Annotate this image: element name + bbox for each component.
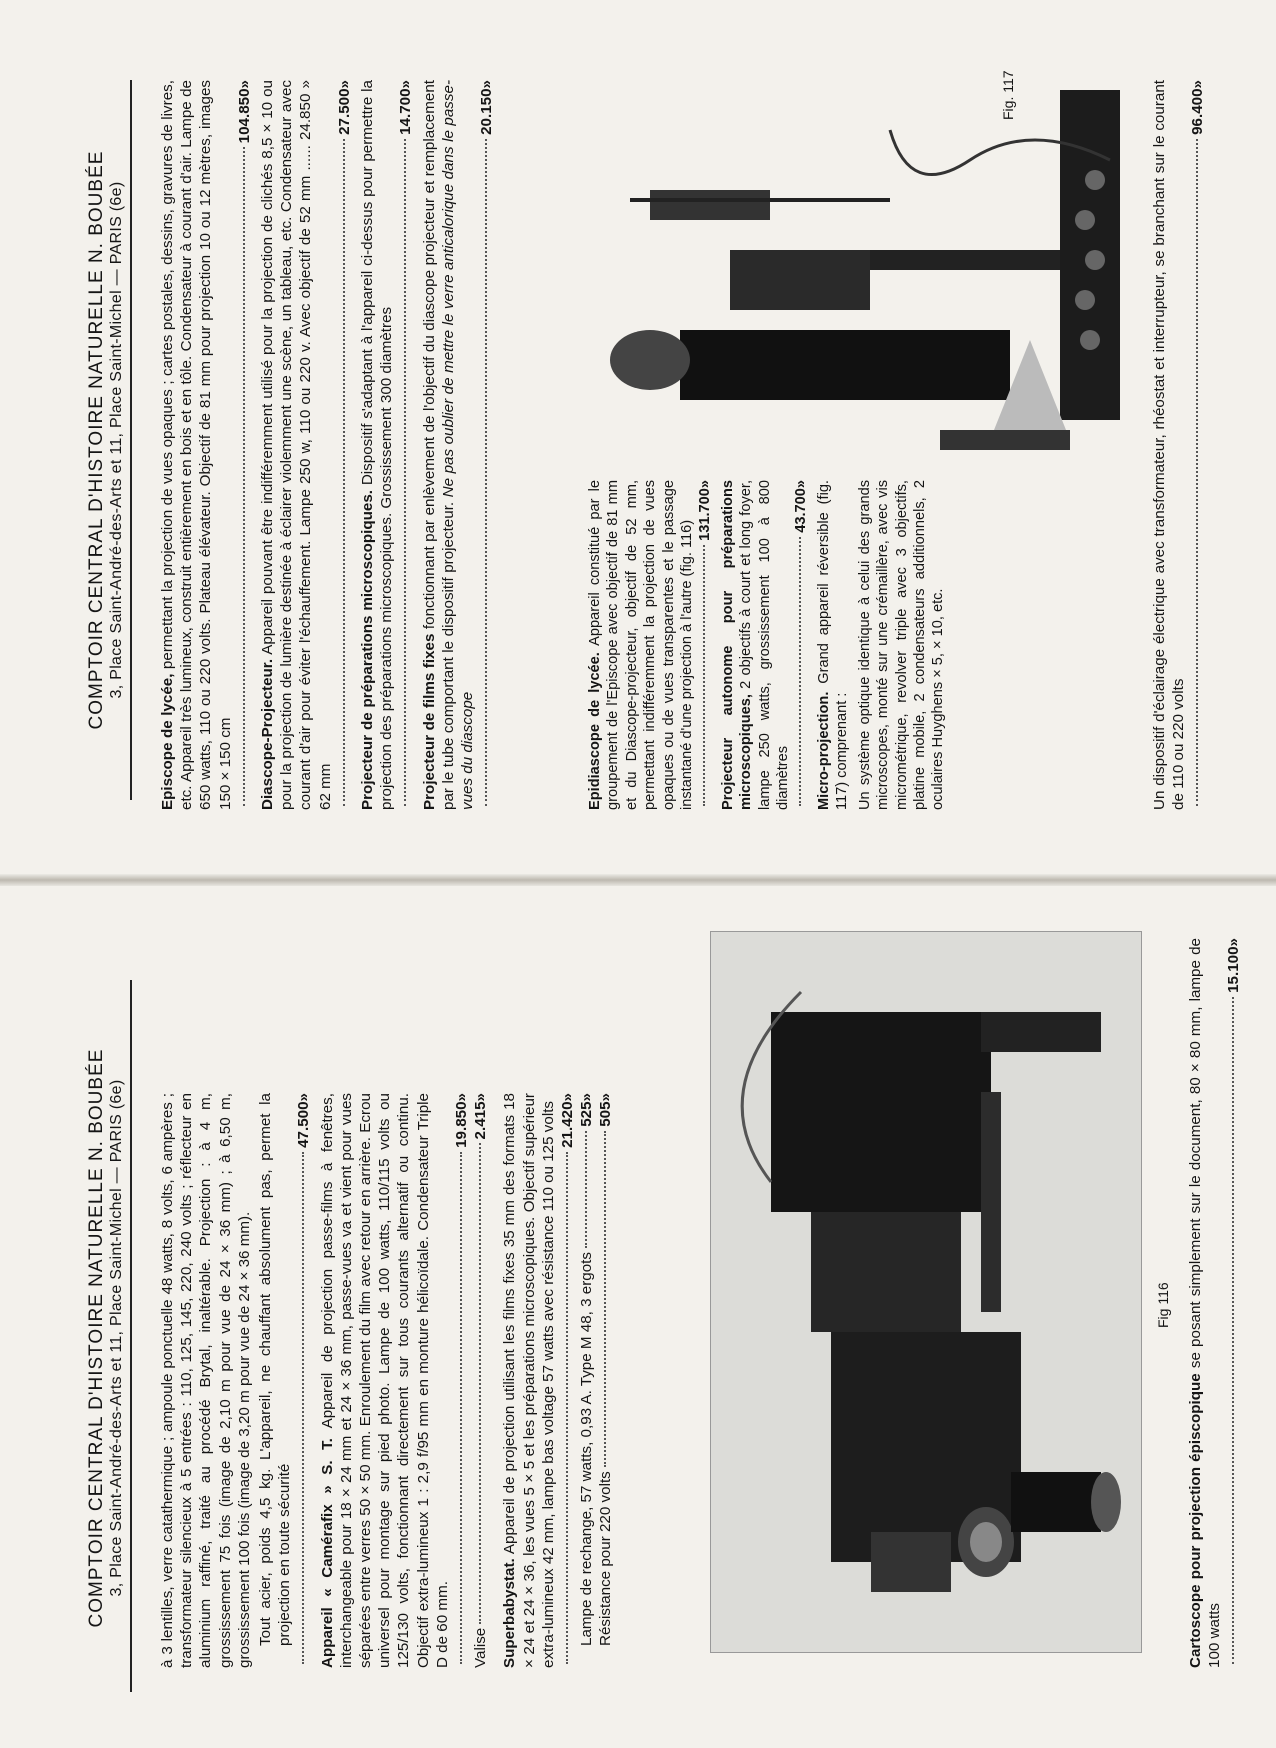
fig-117-caption: Fig. 117 [1000, 70, 1016, 120]
superbabystat-price: 21.420 [559, 1101, 577, 1148]
left-header-rule [130, 980, 132, 1692]
right-narrow-column [586, 480, 950, 810]
autonome-text: 2 objectifs à court et long foyer, lampe 250 watts, grossissement 100 à 800 diamètres [738, 479, 792, 810]
camerafix-price: 19.850 [453, 1101, 471, 1148]
cartoscope-column [1186, 938, 1248, 1668]
intro-paragraph: à 3 lentilles, verre catathermique ; ampoule ponctuelle 48 watts, 8 volts, 6 ampères ; transformateur silencieux à 5 entrées : 110, 125, 145, 220, 240 volts ; réflecteur en aluminium raffiné, traité au procédé Brytal, inaltérable. Projection : à 4 m, grossissement 75 fois (image de 2,10 m pour vue de 24 × 36 mm) ; à 6,50 m, grossissement 100 fois (image de 3,20 m pour vue de 24 × 36 mm). [159, 1093, 253, 1668]
cartoscope1-text: se posant simplement sur le document, 80 × 80 mm, lampe de 100 watts [1187, 938, 1224, 1668]
epidiascope-photo-icon [711, 932, 1141, 1652]
fig-117-drawing [590, 40, 1150, 460]
microproj-title: Micro-projection. [815, 691, 832, 810]
episcope-entry: Episcope de lycée, permettant la projection de vues opaques ; cartes postales, dessins, gravures de livres, etc. Appareil très lumineux, construit entièrement en bois et en tôle. Condensateur à courant d'air. Lampe de 650 watts, 110 ou 220 volts. Plateau élévateur. Objectif de 81 mm pour projection 10 ou 12 mètres, images 150 × 150 cm 104.850 » [159, 80, 253, 810]
resistance-label: Résistance pour 220 volts [597, 1471, 615, 1646]
episcope-price: 104.850 [235, 88, 253, 144]
eclairage-price: 96.400 [1189, 88, 1207, 135]
cartoscope1-entry: Cartoscope pour projection épiscopique se posant simplement sur le document, 80 × 80 mm, lampe de 100 watts 15.100 » [1187, 938, 1243, 1668]
acier-text: Tout acier, poids 4,5 kg. L'appareil, ne chauffant absolument pas, permet la projection en toute sécurité [257, 1093, 294, 1646]
right-header-rule [130, 80, 132, 800]
micro-prep-text: Dispositif s'adaptant à l'appareil ci-dessus pour permettre la projection des préparations microscopiques. Grossissement 300 diamètres [359, 80, 396, 810]
episcope-title: Episcope de lycée, [159, 673, 176, 810]
camerafix-title: Appareil « Camérafix » S. T. [318, 1438, 336, 1668]
autonome-entry: Projecteur autonome pour préparations microscopiques, 2 objectifs à court et long foyer, lampe 250 watts, grossissement 100 à 800 diamètres 43.700 » [719, 479, 810, 810]
right-text-column-bottom [1150, 80, 1212, 810]
micro-prep-price: 14.700 [397, 88, 415, 135]
epidiascope-text: Appareil constitué par le groupement de l'Episcope avec objectif de 81 mm et du Diascope-projecteur, objectif de 52 mm, permettant indifféremment la projection de vues opaques ou de vues transparentes et le passage instantané d'une projection à l'autre (fig. 116) [587, 480, 696, 810]
eclairage-entry: Un dispositif d'éclairage électrique avec transformateur, rhéostat et interrupteur, se branchant sur le courant de 110 ou 220 volts 96.400 » [1151, 80, 1207, 810]
superbabystat-entry: Superbabystat. Appareil de projection utilisant les films fixes 35 mm des formats 18 × 24 et 24 × 36, les vues 5 × 5 et les préparations microscopiques. Objectif supérieur extra-lumineux 42 mm, lampe bas voltage 57 watts avec résistance 110 ou 125 volts 21.420 » Lampe de rechange, 57 watts, 0,93 A. Type M 48, 3 ergots 525 » Résistance pour 220 volts 505 » [501, 1093, 615, 1668]
right-text-column-top [158, 80, 500, 810]
diascope-entry: Diascope-Projecteur. Appareil pouvant être indifféremment utilisé pour la projection de clichés 8,5 × 10 ou pour la projection de lumière destinée à éclairer violemment une scène, un tableau, etc. Condensateur avec courant d'air pour éviter l'échauffement. Lampe 250 w, 110 ou 220 v. Avec objectif de 52 mm ...... 24.850 » 62 mm 27.500 » [259, 80, 353, 810]
films-note: Ne pas oublier de mettre le verre anticalorique dans le passe-vues du diascope [439, 80, 477, 810]
epidiascope-price: 131.700 [697, 488, 714, 541]
epidiascope-entry: Epidiascope de lycée. Appareil constitué par le groupement de l'Episcope avec objectif de 81 mm et du Diascope-projecteur, objectif de 52 mm, permettant indifféremment la projection de vues opaques ou de vues transparentes et le passage instantané d'une projection à l'autre (fig. 116) 131.700 » [587, 480, 714, 810]
microproj-text: Grand appareil réversible (fig. 117) comprenant : [815, 480, 851, 810]
microproj-entry [815, 480, 852, 810]
films-entry: Projecteur de films fixes fonctionnant par enlèvement de l'objectif du diascope projecteur et remplacement par le tube comportant le dispositif projecteur. Ne pas oublier de mettre le verre anticalorique dans le passe-vues du diascope 20.150 » [420, 80, 496, 810]
eclairage-text: Un dispositif d'éclairage électrique avec transformateur, rhéostat et interrupteur, se branchant sur le courant de 110 ou 220 volts [1151, 80, 1188, 810]
superbabystat-title: Superbabystat. [501, 1558, 519, 1668]
acier-price: 47.500 [295, 1101, 313, 1148]
left-page [0, 880, 1276, 1748]
lampe-price: 525 [578, 1101, 596, 1127]
autonome-price: 43.700 [793, 488, 810, 533]
leader-dots [302, 1152, 304, 1664]
camerafix-entry: Appareil « Camérafix » S. T. Appareil de projection passe-films à fenêtres, interchangeable pour 18 × 24 mm et 24 × 36 mm, passe-vues va et vient pour vues séparées entre verres 50 × 50 mm. Enroulement du film avec retour en arrière. Ecrou universel pour montage sur pied photo. Lampe de 100 watts, 110/115 volts ou 125/130 volts, fonctionnant directement sur tous courants alternatif ou continu. Objectif extra-lumineux 1 : 2,9 f/95 mm en monture hélicoïdale. Condensateur Triple D de 60 mm. 19.850 » Valise 2.415 » [318, 1093, 490, 1668]
microprojection-apparatus-icon [590, 40, 1150, 460]
systeme-text: Un système optique identique à celui des grands microscopes, monté sur une crémaillère, avec vis micrométrique, revolver triple avec 3 objectifs, platine mobile, 2 condensateurs additionnels, 2 oculaires Huyghens × 5, × 10, etc. [856, 480, 947, 810]
micro-prep-entry: Projecteur de préparations microscopiques. Dispositif s'adaptant à l'appareil ci-dessus pour permettre la projection des préparations microscopiques. Grossissement 300 diamètres 14.700 » [359, 80, 415, 810]
acier-entry: Tout acier, poids 4,5 kg. L'appareil, ne chauffant absolument pas, permet la projection en toute sécurité 47.500 » [256, 1093, 314, 1668]
valise-price: 2.415 [472, 1101, 490, 1140]
camerafix-text: Appareil de projection passe-films à fenêtres, interchangeable pour 18 × 24 mm et 24 × 36 mm, passe-vues va et vient pour vues séparées entre verres 50 × 50 mm. Enroulement du film avec retour en arrière. Ecrou universel pour montage sur pied photo. Lampe de 100 watts, 110/115 volts ou 125/130 volts, fonctionnant directement sur tous courants alternatif ou continu. Objectif extra-lumineux 1 : 2,9 f/95 mm en monture hélicoïdale. Condensateur Triple D de 60 mm. [318, 1093, 451, 1668]
right-header-address: 3, Place Saint-André-des-Arts et 11, Place Saint-Michel — PARIS (6e) [108, 181, 125, 699]
valise-label: Valise [472, 1627, 490, 1668]
cartoscope1-price: 15.100 [1225, 946, 1243, 993]
epidiascope-title: Epidiascope de lycée. [587, 652, 603, 810]
cartoscope1-title: Cartoscope pour projection épiscopique [1187, 1373, 1204, 1668]
films-price: 20.150 [478, 88, 496, 135]
episcope-text: permettant la projection de vues opaques ; cartes postales, dessins, gravures de livres, etc. Appareil très lumineux, construit entièrement en bois et en tôle. Condensateur à courant d'air. Lampe de 650 watts, 110 ou 220 volts. Plateau élévateur. Objectif de 81 mm pour projection 10 ou 12 mètres, images 150 × 150 cm [159, 80, 234, 810]
diascope-price: 27.500 [335, 88, 353, 135]
fig-116-photo [710, 931, 1142, 1653]
diascope-title: Diascope-Projecteur. [259, 658, 277, 810]
left-text-column [158, 1093, 620, 1668]
diascope-text: Appareil pouvant être indifféremment utilisé pour la projection de clichés 8,5 × 10 ou pour la projection de lumière destinée à éclairer violemment une scène, un tableau, etc. Condensateur avec courant d'air pour éviter l'échauffement. Lampe 250 w, 110 ou 220 v. Avec objectif de 52 mm ...... 24.850 » 62 mm [259, 80, 334, 810]
right-header-title: COMPTOIR CENTRAL D'HISTOIRE NATURELLE N. BOUBÉE [86, 150, 107, 730]
autonome-title: Projecteur autonome pour préparations microscopiques, [719, 480, 755, 810]
films-text: fonctionnant par enlèvement de l'objectif du diascope projecteur et remplacement par le tube comportant le dispositif projecteur. [420, 80, 457, 810]
lampe-label: Lampe de rechange, 57 watts, 0,93 A. Type M 48, 3 ergots [578, 1252, 596, 1646]
left-header-address: 3, Place Saint-André-des-Arts et 11, Place Saint-Michel — PARIS (6e) [108, 1079, 125, 1597]
films-title: Projecteur de films fixes [420, 633, 438, 810]
fig-116-caption: Fig 116 [1155, 1282, 1171, 1328]
superbabystat-text: Appareil de projection utilisant les films fixes 35 mm des formats 18 × 24 et 24 × 36, les vues 5 × 5 et les préparations microscopiques. Objectif supérieur extra-lumineux 42 mm, lampe bas voltage 57 watts avec résistance 110 ou 125 volts [501, 1093, 557, 1668]
left-header-title: COMPTOIR CENTRAL D'HISTOIRE NATURELLE N. BOUBÉE [86, 1048, 107, 1628]
resistance-price: 505 [597, 1101, 615, 1127]
micro-prep-title: Projecteur de préparations microscopiques. [359, 489, 377, 810]
